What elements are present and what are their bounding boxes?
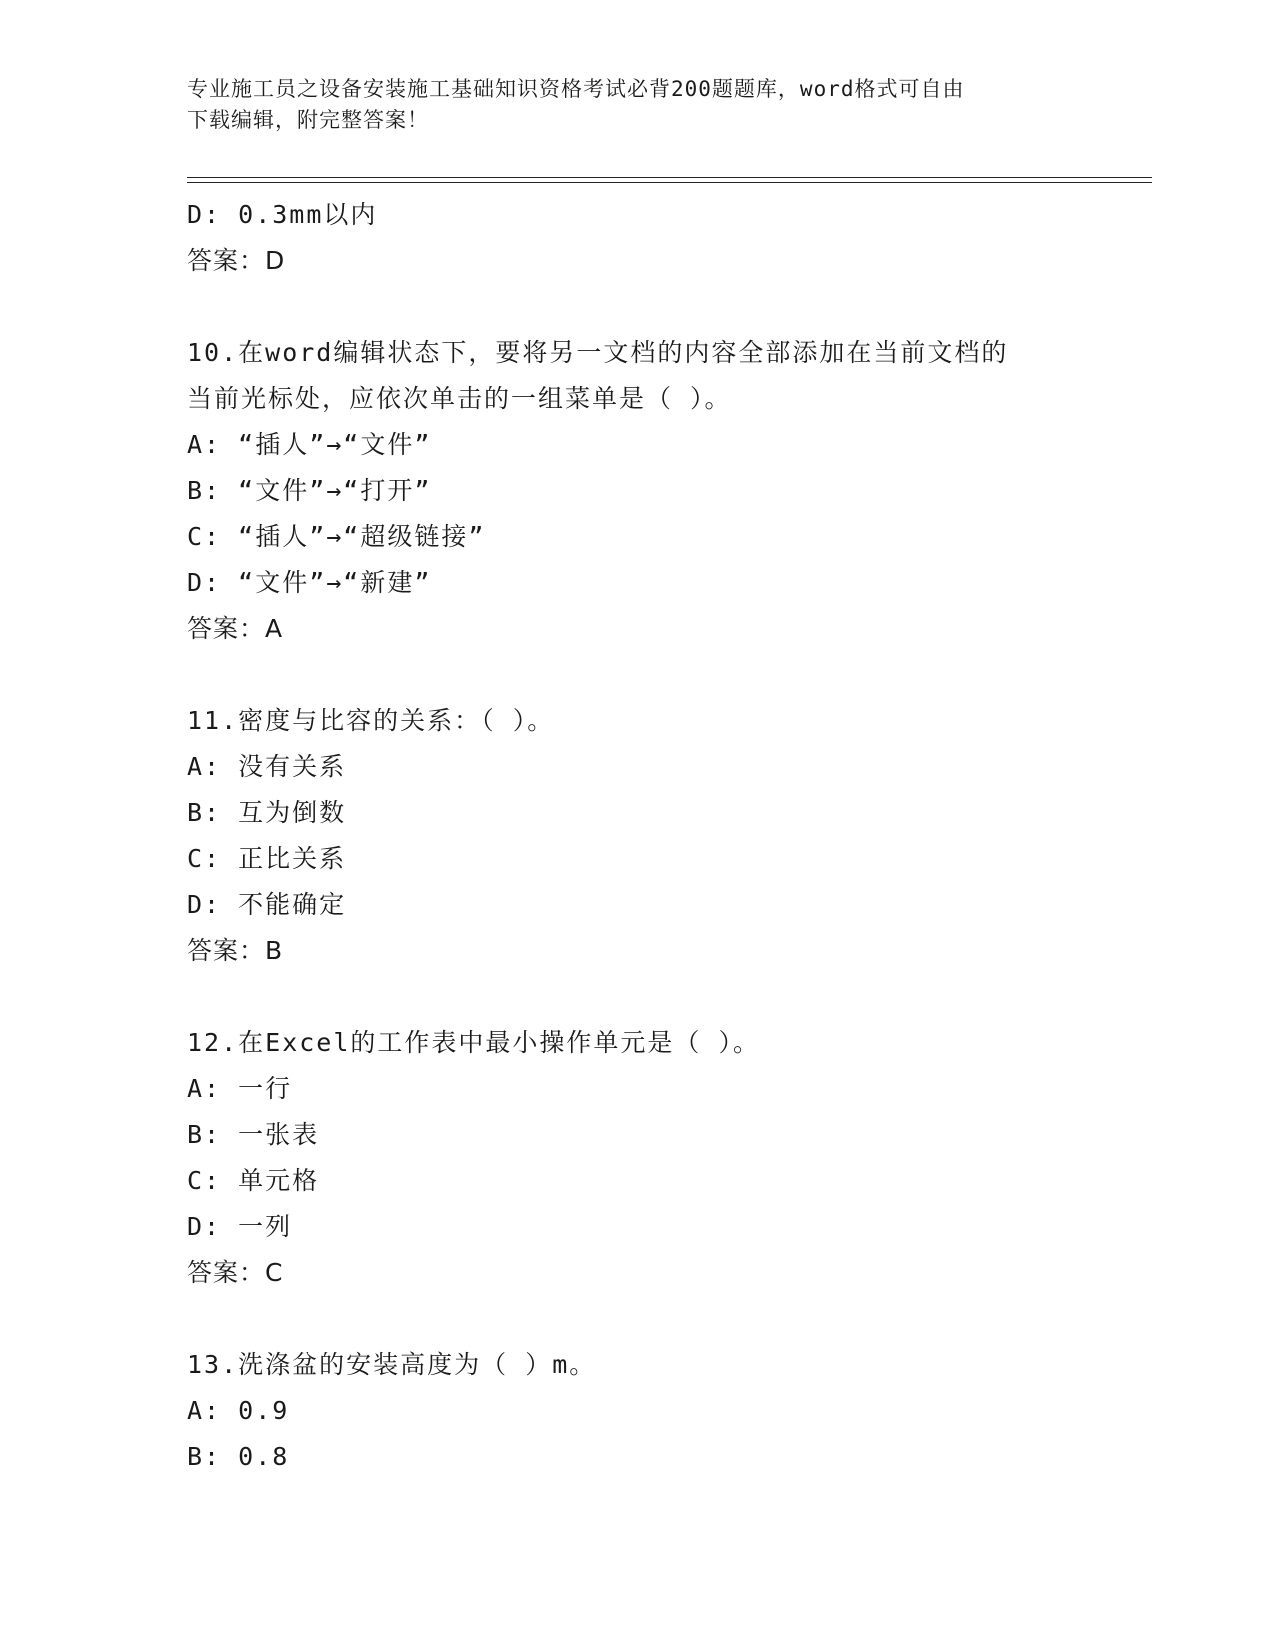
option-b: B: 一张表 bbox=[187, 1120, 320, 1149]
answer-line: 答案：B bbox=[187, 936, 284, 965]
option-d: D: “文件”→“新建” bbox=[187, 568, 432, 597]
header-title-line-2: 下载编辑，附完整答案！ bbox=[187, 108, 429, 132]
question-11 bbox=[187, 698, 1107, 974]
option-a: A: 0.9 bbox=[187, 1396, 290, 1425]
question-stem-continued: 当前光标处，应依次单击的一组菜单是（ ）。 bbox=[187, 384, 732, 413]
spacer bbox=[187, 284, 1107, 330]
option-b: B: 互为倒数 bbox=[187, 798, 347, 827]
header-divider-top bbox=[187, 177, 1152, 178]
spacer bbox=[187, 1296, 1107, 1342]
option-b: B: “文件”→“打开” bbox=[187, 476, 432, 505]
option-d: D: 不能确定 bbox=[187, 890, 347, 919]
option-c: C: 正比关系 bbox=[187, 844, 347, 873]
question-list bbox=[187, 192, 1107, 1480]
answer-line: 答案：C bbox=[187, 1258, 284, 1287]
header-divider-bottom bbox=[187, 182, 1152, 183]
header-title-line-1: 专业施工员之设备安装施工基础知识资格考试必背200题题库，word格式可自由 bbox=[187, 77, 965, 101]
page-header bbox=[187, 74, 1087, 136]
spacer bbox=[187, 652, 1107, 698]
spacer bbox=[187, 974, 1107, 1020]
question-13 bbox=[187, 1342, 1107, 1480]
question-10 bbox=[187, 330, 1107, 652]
question-12 bbox=[187, 1020, 1107, 1296]
question-stem: 12.在Excel的工作表中最小操作单元是（ ）。 bbox=[187, 1028, 760, 1057]
question-stem: 11.密度与比容的关系：（ ）。 bbox=[187, 706, 555, 735]
answer-line: 答案：A bbox=[187, 614, 284, 643]
option-a: A: “插人”→“文件” bbox=[187, 430, 432, 459]
option-b: B: 0.8 bbox=[187, 1442, 290, 1471]
option-a: A: 没有关系 bbox=[187, 752, 347, 781]
question-stem: 10.在word编辑状态下，要将另一文档的内容全部添加在当前文档的 bbox=[187, 338, 1009, 367]
option-c: C: “插人”→“超级链接” bbox=[187, 522, 486, 551]
option-d: D: 一列 bbox=[187, 1212, 293, 1241]
question-stem: 13.洗涤盆的安装高度为（ ）m。 bbox=[187, 1350, 597, 1379]
option-c: C: 单元格 bbox=[187, 1166, 320, 1195]
option-d: D: 0.3mm以内 bbox=[187, 200, 378, 229]
question-9-tail bbox=[187, 192, 1107, 284]
option-a: A: 一行 bbox=[187, 1074, 293, 1103]
answer-line: 答案：D bbox=[187, 246, 286, 275]
